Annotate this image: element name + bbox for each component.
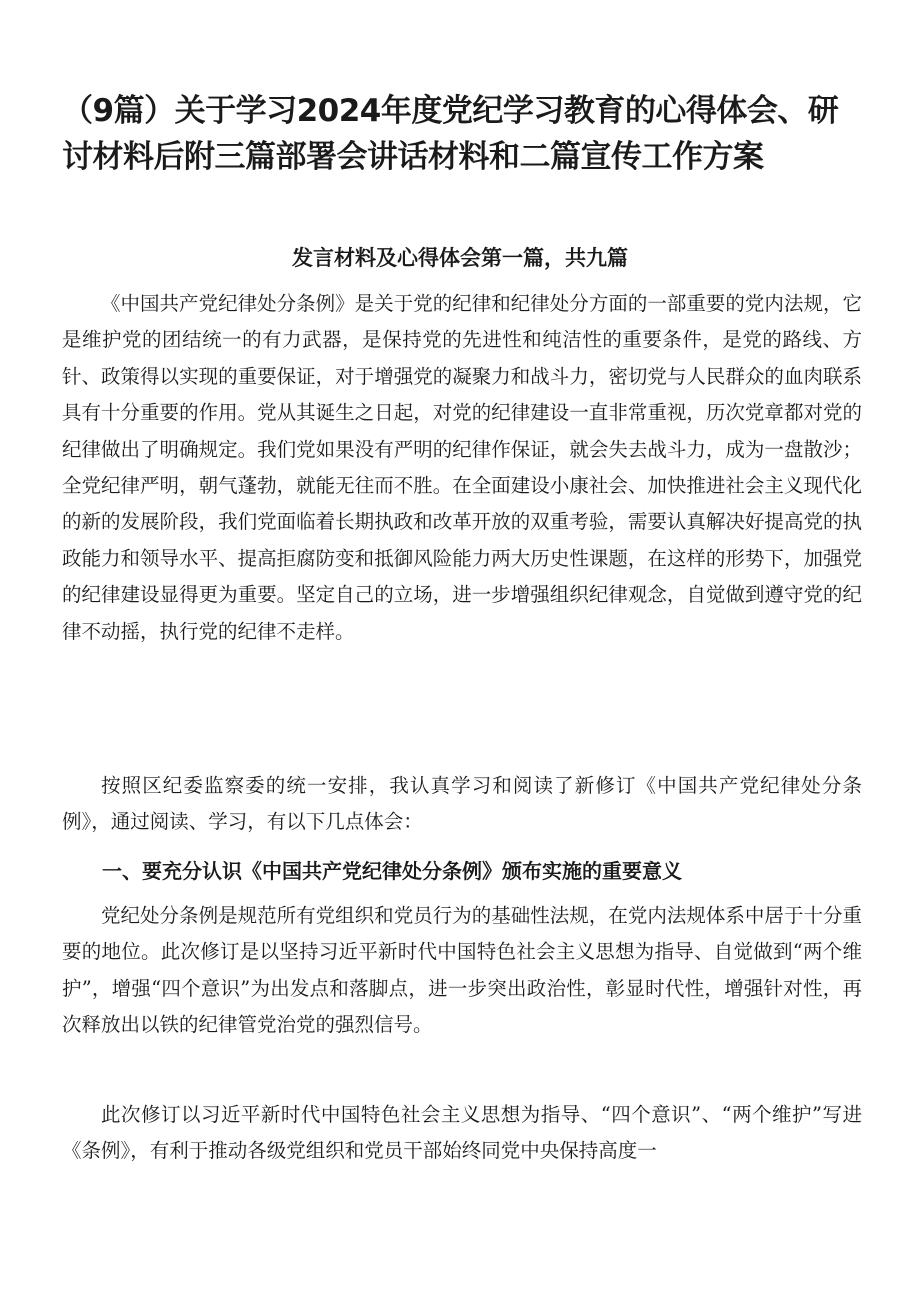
paragraph-significance: 党纪处分条例是规范所有党组织和党员行为的基础性法规，在党内法规体系中居于十分重要的地位。此次修订是以坚持习近平新时代中国特色社会主义思想为指导、自觉做到“两个维护”，增强“四个意识”为出发点和落脚点，进一步突出政治性，彰显时代性，增强针对性，再次释放出以铁的纪律管党治党的强烈信号。: [62, 904, 862, 1037]
paragraph-revision: 此次修订以习近平新时代中国特色社会主义思想为指导、“四个意识”、“两个维护”写进《条例》，有利于推动各级党组织和党员干部始终同党中央保持高度一: [62, 1103, 862, 1163]
document-title: （9篇）关于学习2024年度党纪学习教育的心得体会、研讨材料后附三篇部署会讲话材料和二篇宣传工作方案: [62, 93, 839, 175]
section-title: 发言材料及心得体会第一篇，共九篇: [292, 246, 628, 270]
paragraph-arrangement: 按照区纪委监察委的统一安排，我认真学习和阅读了新修订《中国共产党纪律处分条例》，通过阅读、学习，有以下几点体会：: [62, 774, 862, 834]
paragraph-intro: 《中国共产党纪律处分条例》是关于党的纪律和纪律处分方面的一部重要的党内法规，它是维护党的团结统一的有力武器，是保持党的先进性和纯洁性的重要条件，是党的路线、方针、政策得以实现的重要保证，对于增强党的凝聚力和战斗力，密切党与人民群众的血肉联系具有十分重要的作用。党从其诞生之日起，对党的纪律建设一直非常重视，历次党章都对党的纪律做出了明确规定。我们党如果没有严明的纪律作保证，就会失去战斗力，成为一盘散沙；全党纪律严明，朝气蓬勃，就能无往而不胜。在全面建设小康社会、加快推进社会主义现代化的新的发展阶段，我们党面临着长期执政和改革开放的双重考验，需要认真解决好提高党的执政能力和领导水平、提高拒腐防变和抵御风险能力两大历史性课题，在这样的形势下，加强党的纪律建设显得更为重要。坚定自己的立场，进一步增强组织纪律观念，自觉做到遵守党的纪律不动摇，执行党的纪律不走样。: [62, 292, 862, 643]
heading-point-one: 一、要充分认识《中国共产党纪律处分条例》颁布实施的重要意义: [102, 859, 682, 883]
